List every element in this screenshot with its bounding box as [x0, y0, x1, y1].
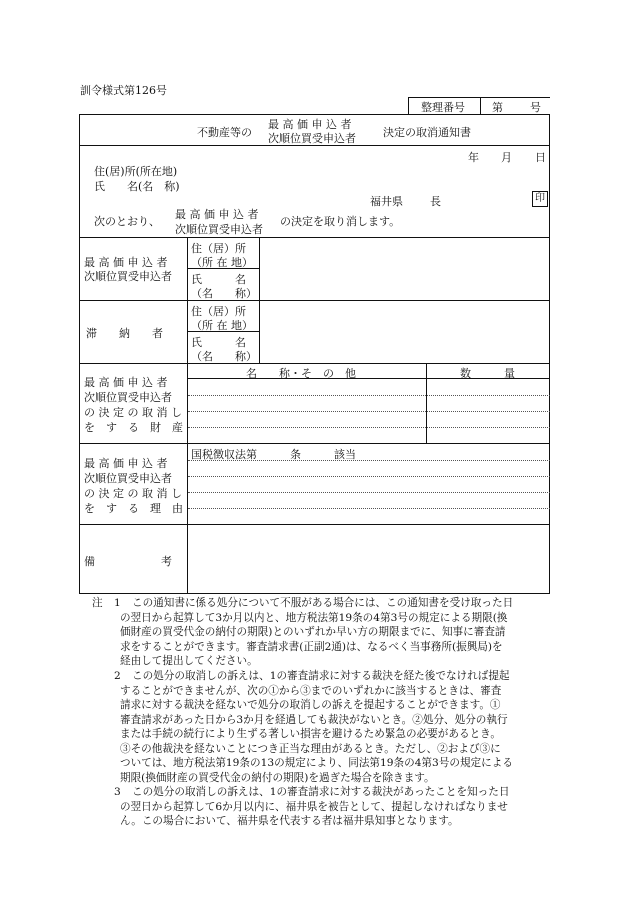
note-2-line-3: 請求に対する裁決を経ないで処分の取消しの訴えを提起することができます。① — [120, 699, 501, 711]
remarks-label: 備 考 — [84, 555, 172, 568]
reason-label-4: を す る 理 由 — [84, 502, 183, 515]
note-1-line-1: この通知書に係る処分について不服がある場合には、この通知書を受け取った日 — [132, 597, 514, 609]
notes-head: 注 — [92, 597, 103, 609]
note-2-line-6: ③その他裁決を経ないことにつき正当な理由があるとき。ただし、②および③に — [120, 743, 501, 755]
date-year: 年 — [468, 151, 479, 164]
body-line1: 最 高 価 申 込 者 — [175, 208, 259, 221]
date-day: 日 — [535, 151, 546, 164]
property-label-4: を す る 財 産 — [84, 421, 183, 434]
property-col-qty: 数 量 — [460, 367, 515, 380]
ref-go: 号 — [530, 101, 541, 114]
note-2-line-5: または手続の続行により生ずる著しい損害を避けるため緊急の必要があるとき。 — [120, 728, 501, 740]
property-label-2: 次順位買受申込者 — [84, 391, 172, 404]
seal: 印 — [532, 191, 548, 207]
delinquent-label: 滞 納 者 — [86, 327, 163, 340]
note-2-line-7: ついては、地方税法第19条の13の規定により、同法第19条の4第3号の規定による — [120, 757, 513, 769]
issuer-title: 長 — [430, 195, 441, 208]
delinquent-addr-2: （所 在 地） — [191, 319, 253, 332]
ref-dai: 第 — [492, 101, 503, 114]
body-line2: 次順位買受申込者 — [175, 223, 263, 236]
body-prefix: 次のとおり、 — [94, 215, 160, 228]
date-month: 月 — [501, 151, 512, 164]
bidder-addr-1: 住（居）所 — [191, 242, 246, 255]
note-2-line-8: 期限(換価財産の買受代金の納付の期限)を過ぎた場合を除きます。 — [120, 772, 435, 784]
note-3-line-3: ん。この場合において、福井県を代表する者は福井県知事となります。 — [120, 815, 459, 827]
bidder-addr-2: （所 在 地） — [191, 256, 253, 269]
delinquent-addr-1: 住（居）所 — [191, 305, 246, 318]
reason-label-3: の 決 定 の 取 消 し — [84, 487, 182, 500]
bidder-name-1: 氏 名 — [191, 273, 246, 286]
form-id: 訓令様式第126号 — [80, 84, 167, 97]
bidder-label-2: 次順位買受申込者 — [84, 270, 172, 283]
note-1-line-5: 経由して提出してください。 — [120, 655, 258, 667]
bidder-name-2: （名 称） — [191, 287, 257, 300]
property-label-1: 最 高 価 申 込 者 — [84, 376, 168, 389]
note-2-line-2: することができませんが、次の①から③までのいずれかに該当するときは、審査 — [120, 685, 502, 697]
issuer-org: 福井県 — [370, 195, 403, 208]
note-1-line-4: 求をすることができます。審査請求書(正副2通)は、なるべく当事務所(振興局)を — [120, 641, 503, 653]
title-prefix: 不動産等の — [197, 126, 252, 139]
bidder-label-1: 最 高 価 申 込 者 — [84, 256, 168, 269]
reason-text: 国税徴収法第 条 該当 — [191, 448, 356, 461]
note-3-line-2: の翌日から起算して6か月以内に、福井県を被告として、提起しなければなりませ — [120, 801, 508, 813]
delinquent-name-2: （名 称） — [191, 350, 257, 363]
note-1-line-3: 価財産の買受代金の納付の期限)とのいずれか早い方の期限までに、知事に審査請 — [120, 626, 506, 638]
note-3-line-1: この処分の取消しの訴えは、1の審査請求に対する裁決があったことを知った日 — [132, 786, 510, 798]
note-1-line-2: の翌日から起算して3か月以内と、地方税法第19条の4第3号の規定による期限(換 — [120, 612, 508, 624]
note-3-num: 3 — [114, 786, 121, 798]
note-2-line-4: 審査請求があった日から3か月を経過しても裁決がないとき。②処分、処分の執行 — [120, 714, 508, 726]
addressee-name: 氏 名(名 称) — [94, 180, 180, 193]
ref-number-label: 整理番号 — [421, 101, 465, 114]
property-label-3: の 決 定 の 取 消 し — [84, 406, 182, 419]
delinquent-name-1: 氏 名 — [191, 336, 246, 349]
reason-label-2: 次順位買受申込者 — [84, 472, 172, 485]
property-col-name: 名 称・そ の 他 — [246, 367, 356, 380]
note-1-num: 1 — [114, 597, 121, 609]
body-suffix: の決定を取り消します。 — [280, 215, 401, 228]
title-line2: 次順位買受申込者 — [268, 132, 356, 145]
title-suffix: 決定の取消通知書 — [383, 126, 471, 139]
addressee-address: 住(居)所(所在地) — [94, 165, 178, 178]
note-2-num: 2 — [114, 670, 121, 682]
reason-label-1: 最 高 価 申 込 者 — [84, 457, 168, 470]
title-line1: 最 高 価 申 込 者 — [268, 118, 352, 131]
note-2-line-1: この処分の取消しの訴えは、1の審査請求に対する裁決を経た後でなければ提起 — [132, 670, 510, 682]
